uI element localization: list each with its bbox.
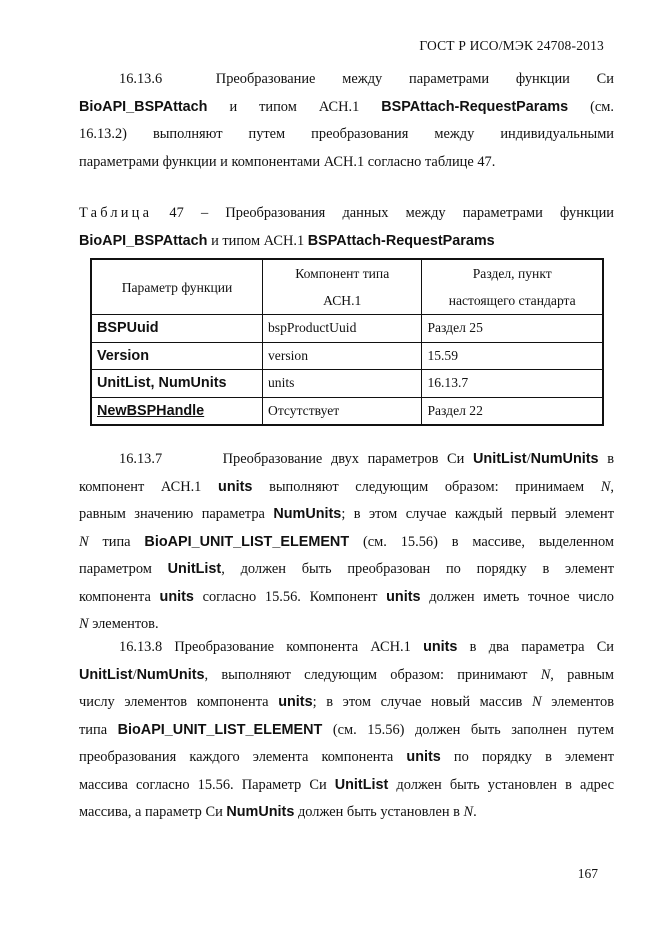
- table-row: [91, 397, 603, 425]
- header-function-parameter: Параметр функции: [91, 259, 263, 315]
- running-header: ГОСТ Р ИСО/МЭК 24708-2013: [419, 38, 604, 53]
- table-47: [90, 258, 604, 426]
- para3-line3: числу элементов компонента units; в этом случае новый массив N элементов: [79, 694, 614, 710]
- table-row: [91, 315, 603, 343]
- para1-line2: BioAPI_BSPAttach и типом АСН.1 BSPAttach-RequestParams (см.: [79, 98, 614, 115]
- paragraph-16-13-7: [79, 446, 614, 639]
- header-section: Раздел, пункт настоящего стандарта: [422, 259, 603, 315]
- cell-component: bspProductUuid: [263, 315, 422, 343]
- para2-line2: компонент АСН.1 units выполняют следующим образом: принимаем N,: [79, 478, 614, 495]
- cell-section: Раздел 22: [422, 397, 603, 425]
- para3-line5: преобразования каждого элемента компонента units по порядку в элемент: [79, 749, 614, 765]
- page-number: 167: [577, 866, 598, 881]
- para3-line2: UnitList/NumUnits, выполняют следующим образом: принимают N, равным: [79, 666, 614, 683]
- para3-line6: массива согласно 15.56. Параметр Си UnitList должен быть установлен в адрес: [79, 776, 614, 793]
- para1-line1: 16.13.6 Преобразование между параметрами функции Си: [119, 71, 614, 87]
- table-row: [91, 370, 603, 398]
- cell-component: version: [263, 342, 422, 370]
- para2-line5: параметром UnitList, должен быть преобразован по порядку в элемент: [79, 561, 614, 577]
- header-component-type: Компонент типа АСН.1: [263, 259, 422, 315]
- para3-line7: массива, а параметр Си NumUnits должен быть установлен в N.: [79, 804, 477, 820]
- caption-line1: Таблица 47 – Преобразования данных между параметрами функции: [79, 205, 614, 221]
- para2-line1: 16.13.7 Преобразование двух параметров Си UnitList/NumUnits в: [119, 451, 614, 467]
- cell-section: 16.13.7: [422, 370, 603, 398]
- para2-line4: N типа BioAPI_UNIT_LIST_ELEMENT (см. 15.56) в массиве, выделенном: [79, 533, 615, 550]
- table-header-row: [91, 259, 603, 315]
- cell-section: Раздел 25: [422, 315, 603, 343]
- para2-line6: компонента units согласно 15.56. Компонент units должен иметь точное число: [79, 588, 614, 605]
- table-row: [91, 342, 603, 370]
- caption-line2: BioAPI_BSPAttach и типом АСН.1 BSPAttach-RequestParams: [79, 232, 495, 249]
- paragraph-16-13-8: [79, 634, 614, 827]
- table-caption: [79, 200, 614, 255]
- para2-line3: равным значению параметра NumUnits; в этом случае каждый первый элемент: [79, 506, 614, 522]
- para1-line4: параметрами функции и компонентами АСН.1 согласно таблице 47.: [79, 153, 496, 170]
- cell-param: BSPUuid: [91, 315, 263, 343]
- paragraph-16-13-6: [79, 66, 614, 176]
- para1-line3: 16.13.2) выполняют путем преобразования между индивидуальными: [79, 126, 614, 142]
- para2-line7: N элементов.: [79, 616, 159, 632]
- cell-section: 15.59: [422, 342, 603, 370]
- cell-param: NewBSPHandle: [91, 397, 263, 425]
- cell-param: Version: [91, 342, 263, 370]
- cell-component: units: [263, 370, 422, 398]
- para3-line4: типа BioAPI_UNIT_LIST_ELEMENT (см. 15.56) должен быть заполнен путем: [79, 721, 614, 738]
- cell-param: UnitList, NumUnits: [91, 370, 263, 398]
- para3-line1: 16.13.8 Преобразование компонента АСН.1 units в два параметра Си: [119, 639, 615, 655]
- cell-component: Отсутствует: [263, 397, 422, 425]
